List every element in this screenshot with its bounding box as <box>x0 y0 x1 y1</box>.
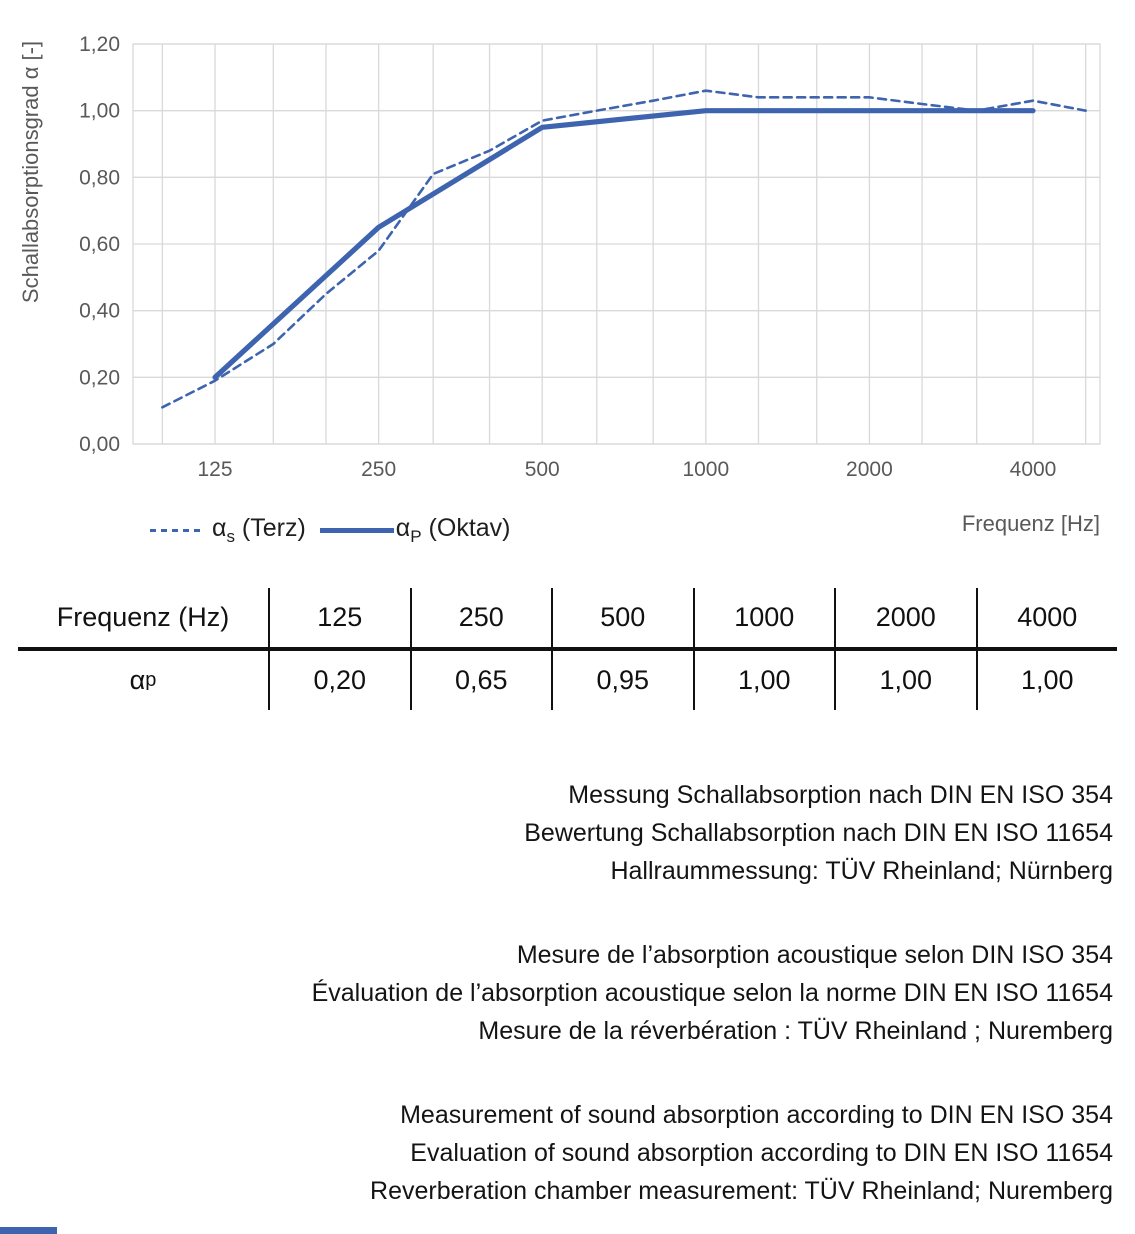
table-value: 0,95 <box>551 651 693 710</box>
note-line: Hallraummessung: TÜV Rheinland; Nürnberg <box>610 857 1113 885</box>
note-line: Évaluation de l’absorption acoustique selon la norme DIN EN ISO 11654 <box>311 979 1113 1007</box>
table-header-freq: 250 <box>410 588 552 651</box>
y-tick-label: 0,60 <box>79 233 120 256</box>
x-tick-label: 500 <box>524 458 560 481</box>
alpha-symbol: α <box>212 513 227 542</box>
y-tick-label: 0,20 <box>79 366 120 390</box>
table-value: 0,65 <box>410 651 552 710</box>
x-axis-title: Frequenz [Hz] <box>961 511 1100 536</box>
note-line: Messung Schallabsorption nach DIN EN ISO 354 <box>568 781 1113 809</box>
y-tick-label: 1,00 <box>79 99 120 123</box>
x-tick-label: 250 <box>361 458 397 481</box>
table-value: 1,00 <box>693 651 835 710</box>
table-value: 1,00 <box>976 651 1118 710</box>
table-header-freq: 1000 <box>693 588 835 651</box>
solid-line-swatch <box>320 528 394 533</box>
table-value: 0,20 <box>268 651 410 710</box>
frequency-table <box>18 588 1117 710</box>
alpha-subscript: s <box>226 526 235 546</box>
x-tick-label: 4000 <box>1009 458 1057 481</box>
y-tick-label: 0,00 <box>79 433 120 456</box>
y-tick-label: 1,20 <box>79 33 120 56</box>
note-line: Mesure de l’absorption acoustique selon DIN ISO 354 <box>516 941 1113 969</box>
note-line: Bewertung Schallabsorption nach DIN EN ISO 11654 <box>524 819 1113 847</box>
table-header-label: Frequenz (Hz) <box>18 588 268 651</box>
alpha-symbol: α <box>395 513 411 542</box>
legend-text: (Terz) <box>241 513 306 542</box>
note-line: Measurement of sound absorption according to DIN EN ISO 354 <box>400 1101 1113 1129</box>
decorative-blue-bar <box>0 1227 57 1234</box>
y-axis-title: Schallabsorptionsgrad α [-] <box>18 40 43 304</box>
note-english <box>13 1096 1113 1210</box>
note-line: Mesure de la réverbération : TÜV Rheinland ; Nuremberg <box>478 1017 1113 1045</box>
absorption-chart <box>0 0 1135 560</box>
chart-legend <box>150 512 511 548</box>
alpha-symbol: α <box>129 665 146 695</box>
alpha-subscript: p <box>145 669 157 691</box>
note-french <box>13 936 1113 1050</box>
x-tick-label: 2000 <box>846 458 893 481</box>
y-tick-label: 0,40 <box>79 299 120 323</box>
legend-text: (Oktav) <box>428 513 511 542</box>
table-header-freq: 500 <box>551 588 693 651</box>
legend-item-terz <box>150 514 306 547</box>
note-line: Evaluation of sound absorption according to DIN EN ISO 11654 <box>410 1139 1113 1167</box>
alpha-subscript: P <box>410 526 422 546</box>
dashed-line-swatch <box>150 529 202 532</box>
terz-series-line <box>162 91 1085 408</box>
legend-label-oktav <box>396 514 511 547</box>
table-header-freq: 2000 <box>834 588 976 651</box>
y-tick-label: 0,80 <box>79 166 120 190</box>
note-line: Reverberation chamber measurement: TÜV Rheinland; Nuremberg <box>370 1177 1113 1205</box>
table-row-label <box>18 651 268 710</box>
x-tick-label: 125 <box>197 458 233 481</box>
table-value: 1,00 <box>834 651 976 710</box>
table-header-freq: 4000 <box>976 588 1118 651</box>
x-tick-label: 1000 <box>682 458 730 481</box>
note-german <box>13 776 1113 890</box>
legend-label-terz <box>212 514 306 547</box>
legend-item-oktav <box>320 514 511 547</box>
table-header-freq: 125 <box>268 588 410 651</box>
